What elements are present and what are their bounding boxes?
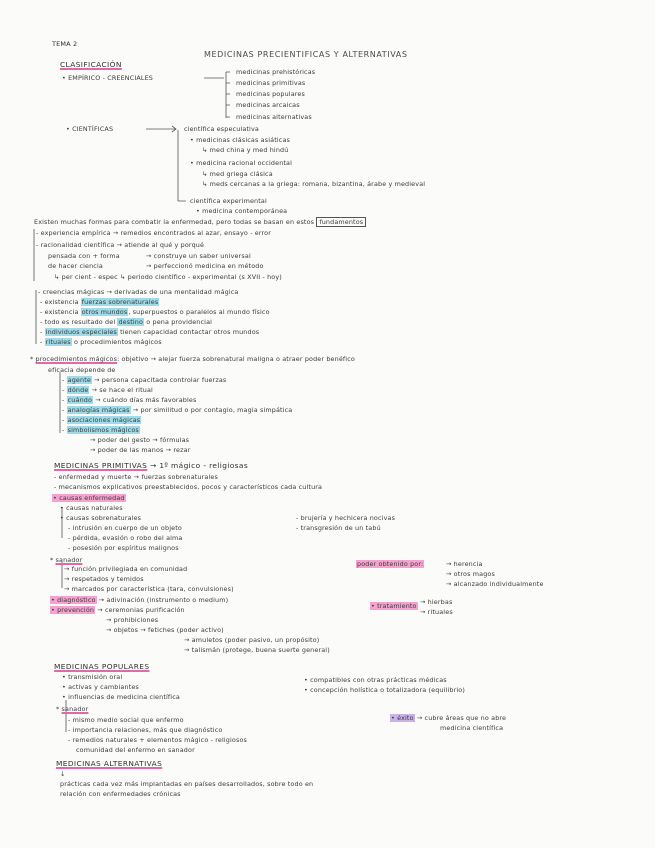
poder-line	[356, 560, 424, 568]
poder-line: → herencia	[446, 560, 483, 568]
empirico-item: medicinas alternativas	[236, 113, 312, 121]
procedimientos-line: - simbolismos mágicos	[62, 426, 139, 434]
procedimientos-heading: procedimientos mágicos	[35, 355, 118, 363]
prevencion-line	[50, 606, 185, 614]
sanador-line: → marcados por característica (tara, convulsiones)	[64, 585, 234, 593]
populares-line: - importancia relaciones, más que diagnóstico	[68, 726, 223, 734]
exito-text: → cubre áreas que no abre	[416, 714, 507, 722]
creencias-line	[40, 338, 162, 346]
primitivas-heading: MEDICINAS PRIMITIVAS	[54, 461, 148, 470]
alternativas-line: prácticas cada vez más implantadas en países desarrollados, sobre todo en	[60, 780, 314, 788]
prevencion-line: → objetos → fetiches (poder activo)	[106, 626, 224, 634]
especulativa-item: • medicinas clásicas asiáticas	[190, 136, 290, 144]
causas-line: • causas naturales	[60, 504, 123, 512]
cientificas-label: • CIENTÍFICAS	[66, 125, 114, 133]
prevencion-line: → amuletos (poder pasivo, un propósito)	[184, 636, 320, 644]
exito-line: medicina científica	[440, 724, 504, 732]
causas-line: • causas sobrenaturales	[60, 514, 142, 522]
sanador-heading: sanador	[55, 556, 83, 564]
page-title: MEDICINAS PRECIENTIFICAS Y ALTERNATIVAS	[204, 50, 408, 59]
populares-sanador-line: * sanador	[56, 705, 89, 713]
highlight-asociaciones: asociaciones mágicas	[67, 416, 141, 424]
exito-line	[390, 714, 506, 722]
experimental-item: • medicina contemporánea	[196, 207, 288, 215]
creencias-line	[40, 328, 259, 336]
populares-line: - mismo medio social que enfermo	[68, 716, 184, 724]
highlight-prevencion: • prevención	[51, 606, 95, 614]
highlight-cuando: cuándo	[67, 396, 93, 404]
procedimientos-line: - asociaciones mágicas	[62, 416, 141, 424]
creencias-line	[40, 308, 270, 316]
empirico-item: medicinas primitivas	[236, 79, 306, 87]
creencias-text: - todo es resultado del	[40, 318, 116, 326]
populares-line: • compatibles con otras prácticas médicas	[304, 676, 447, 684]
creencias-text: o procedimientos mágicos	[73, 338, 162, 346]
causas-line	[52, 494, 126, 502]
clasificacion-heading: CLASIFICACIÓN	[60, 60, 122, 69]
populares-line: • influencias de medicina científica	[62, 693, 180, 701]
highlight-donde: dónde	[67, 386, 89, 394]
populares-heading: MEDICINAS POPULARES	[54, 662, 150, 671]
procedimientos-text: → se hace el ritual	[91, 386, 153, 394]
creencias-line	[40, 318, 212, 326]
creencias-text: o pena providencial	[146, 318, 213, 326]
creencias-text: -	[40, 328, 43, 336]
populares-line: - remedios naturales + elementos mágico - religiosos	[68, 736, 248, 744]
procedimientos-line: → poder de las manos → rezar	[90, 446, 191, 454]
creencias-line	[40, 298, 159, 306]
formas-line: → perfeccionó medicina en método	[146, 262, 264, 270]
highlight-analogias: analogías mágicas	[67, 406, 130, 414]
procedimientos-line: eficacia depende de	[48, 366, 116, 374]
sanador-line: → respetados y temidos	[64, 575, 144, 583]
chapter-label: TEMA 2	[52, 40, 78, 48]
primitivas-line: - mecanismos explicativos preestablecidos, pocos y característicos cada cultura	[54, 483, 323, 491]
procedimientos-line: - agente → persona capacitada controlar fuerzas	[62, 376, 227, 384]
especulativa-item: ↳ med griega clásica	[202, 170, 273, 178]
tratamiento-line: → rituales	[420, 608, 453, 616]
highlight-diagnostico: • diagnóstico	[51, 596, 96, 604]
procedimientos-text: → cuándo días más favorables	[95, 396, 197, 404]
procedimientos-line: - analogías mágicas → por similitud o por contagio, magia simpática	[62, 406, 293, 414]
highlight-simbolismos: simbolismos mágicos	[67, 426, 139, 434]
highlight-causas: • causas enfermedad	[53, 494, 125, 502]
populares-line: • concepción holística o totalizadora (equilibrio)	[304, 686, 466, 694]
creencias-text: , superpuestos o paralelos al mundo físico	[128, 308, 270, 316]
causas-line: - transgresión de un tabú	[296, 524, 381, 532]
primitivas-line: - enfermedad y muerte → fuerzas sobrenaturales	[54, 473, 218, 481]
highlight-poder: poder obtenido por:	[357, 560, 424, 568]
formas-line: - experiencia empírica → remedios encontrados al azar, ensayo - error	[36, 229, 272, 237]
creencias-text: -	[40, 338, 43, 346]
populares-sanador-heading: sanador	[61, 705, 89, 713]
procedimientos-line: - cuándo → cuándo días más favorables	[62, 396, 197, 404]
procedimientos-text: → persona capacitada controlar fuerzas	[94, 376, 227, 384]
empirico-item: medicinas populares	[236, 90, 305, 98]
sanador-line: → función privilegiada en comunidad	[64, 565, 188, 573]
populares-line: comunidad del enfermo en sanador	[76, 746, 195, 754]
populares-line: • transmisión oral	[62, 673, 123, 681]
empirico-item: medicinas prehistóricas	[236, 68, 316, 76]
fundamentos-box: fundamentos	[316, 217, 366, 227]
prevencion-line: → talismán (protege, buena suerte general)	[184, 646, 330, 654]
formas-line: de hacer ciencia	[48, 262, 103, 270]
especulativa-label: científica especulativa	[184, 125, 259, 133]
sanador-line: * sanador	[50, 556, 83, 564]
alternativas-arrow: ↓	[60, 770, 66, 778]
formas-line: - racionalidad científica → atiende al qué y porqué	[36, 241, 205, 249]
alternativas-line: relación con enfermedades crónicas	[60, 790, 181, 798]
highlight-exito: • éxito	[391, 714, 414, 722]
especulativa-item: ↳ med china y med hindú	[202, 146, 289, 154]
causas-line: - pérdida, evasión o robo del alma	[68, 534, 183, 542]
empirico-item: medicinas arcaicas	[236, 101, 300, 109]
diagnostico-line	[50, 596, 228, 604]
tratamiento-line: → hierbas	[420, 598, 453, 606]
populares-line: • activas y cambiantes	[62, 683, 139, 691]
prevencion-line: → prohibiciones	[106, 616, 159, 624]
procedimientos-line: - dónde → se hace el ritual	[62, 386, 153, 394]
procedimientos-line: → poder del gesto → fórmulas	[90, 436, 190, 444]
formas-line: ↳ per cient - espec ↳ periodo científico - experimental (s XVII - hoy)	[54, 273, 282, 281]
formas-intro-text: Existen muchas formas para combatir la enfermedad, pero todas se basan en estos	[34, 218, 315, 226]
poder-line: → alcanzado individualmente	[446, 580, 544, 588]
highlight-agente: agente	[67, 376, 91, 384]
causas-line: - brujería y hechicera nocivas	[296, 514, 396, 522]
creencias-text: tienen capacidad contactar otros mundos	[120, 328, 260, 336]
alternativas-heading: MEDICINAS ALTERNATIVAS	[56, 759, 163, 768]
creencias-text: - existencia	[40, 308, 79, 316]
formas-intro	[34, 218, 366, 226]
empirico-label: • EMPÍRICO - CREENCIALES	[62, 74, 154, 82]
causas-line: - posesión por espíritus malignos	[68, 544, 179, 552]
highlight-mundos: otros mundos	[81, 308, 128, 316]
highlight-fuerzas: fuerzas sobrenaturales	[81, 298, 159, 306]
highlight-rituales: rituales	[45, 338, 71, 346]
creencias-text: - existencia	[40, 298, 79, 306]
causas-line: - intrusión en cuerpo de un objeto	[68, 524, 182, 532]
creencias-line: - creencias mágicas → derivadas de una mentalidad mágica	[38, 288, 239, 296]
procedimientos-text: : objetivo → alejar fuerza sobrenatural maligna o atraer poder benéfico	[117, 355, 355, 363]
especulativa-item: • medicina racional occidental	[190, 159, 293, 167]
poder-line: → otros magos	[446, 570, 495, 578]
experimental-label: científica experimental	[190, 197, 267, 205]
prevencion-text: → ceremonias purificación	[97, 606, 185, 614]
procedimientos-text: → por similitud o por contagio, magia simpática	[132, 406, 293, 414]
especulativa-item: ↳ meds cercanas a la griega: romana, bizantina, árabe y medieval	[202, 180, 426, 188]
highlight-destino: destino	[118, 318, 144, 326]
diagnostico-text: → adivinación (instrumento o medium)	[98, 596, 229, 604]
primitivas-heading-line	[54, 462, 248, 470]
primitivas-text: → 1º mágico - religiosas	[147, 461, 249, 470]
procedimientos-heading-line: * procedimientos mágicos: objetivo → alejar fuerza sobrenatural maligna o atraer poder benéfico	[30, 355, 355, 363]
formas-line: → construye un saber universal	[146, 252, 251, 260]
formas-line: pensada con + forma	[48, 252, 120, 260]
highlight-tratamiento: • tratamiento	[371, 602, 417, 610]
highlight-individuos: individuos especiales	[45, 328, 117, 336]
tratamiento-line	[370, 602, 418, 610]
